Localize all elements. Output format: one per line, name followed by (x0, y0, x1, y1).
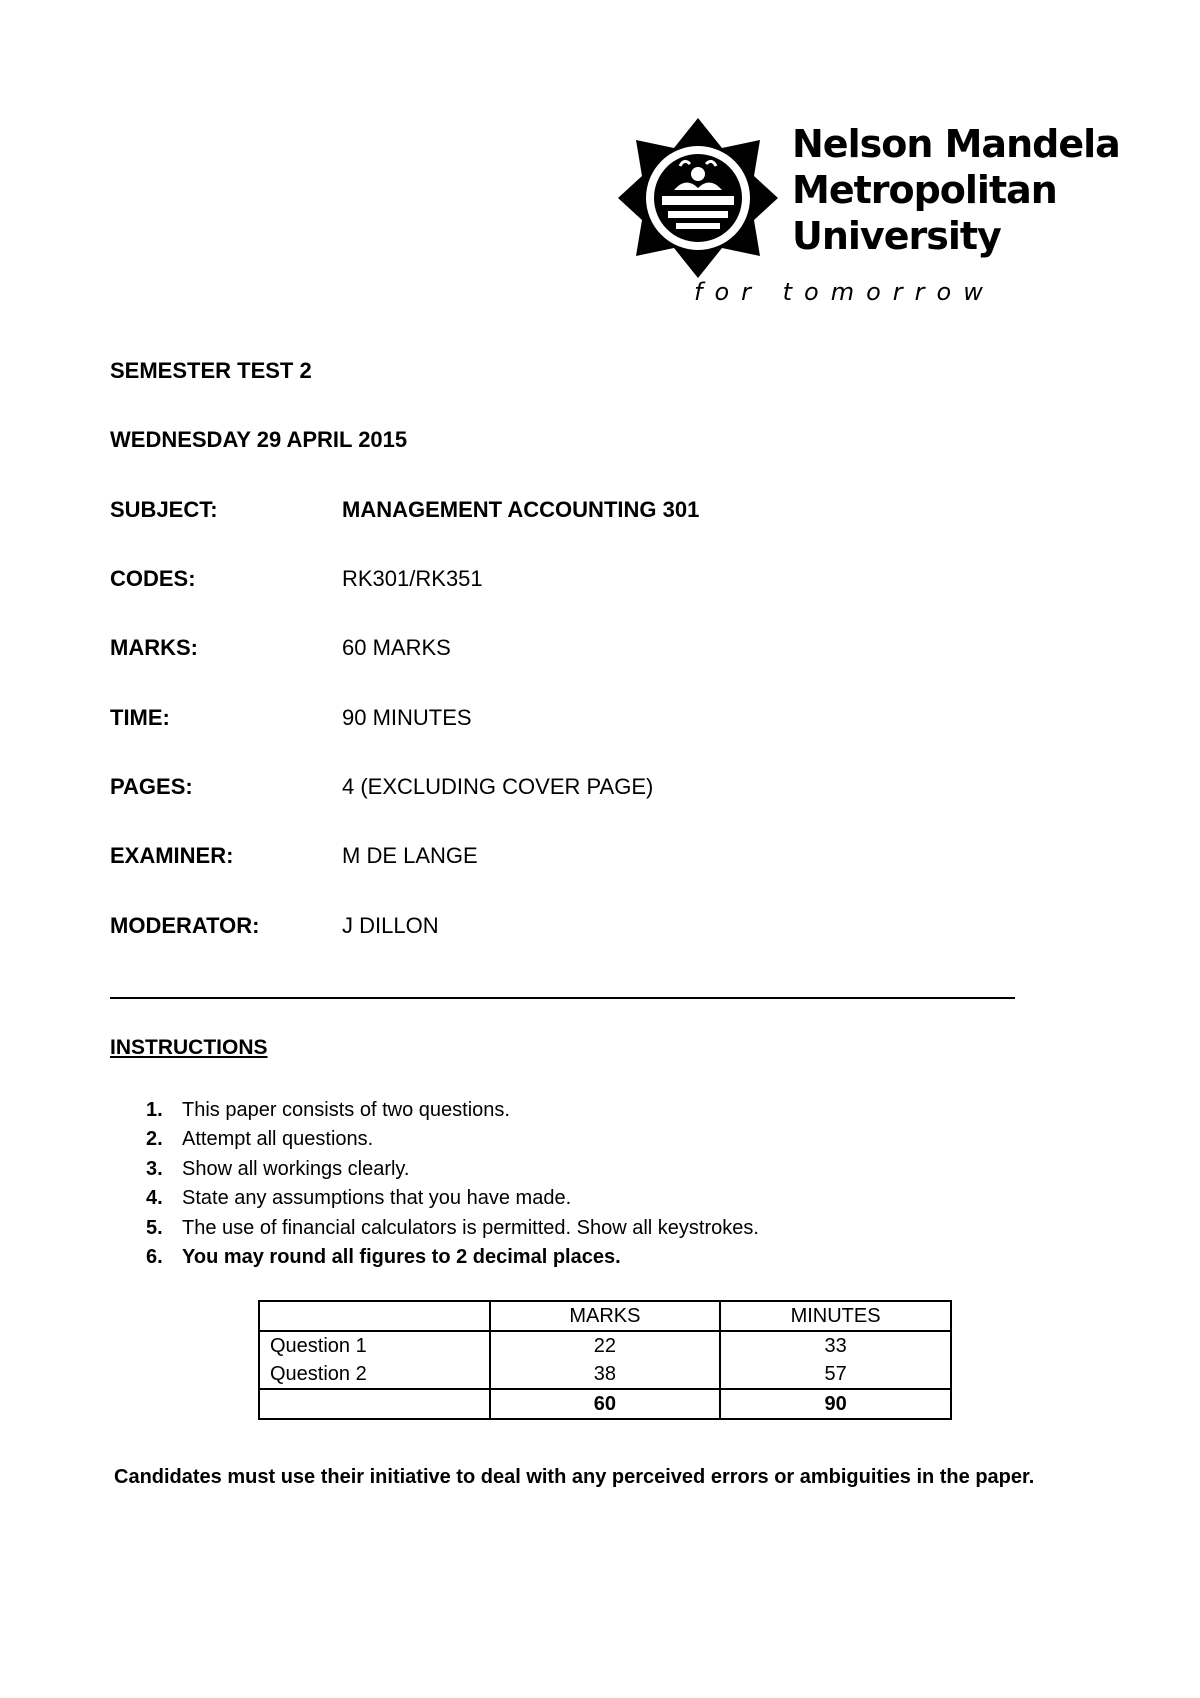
field-value: 60 MARKS (342, 635, 451, 660)
instructions-title: INSTRUCTIONS (110, 1036, 268, 1059)
test-date: WEDNESDAY 29 APRIL 2015 (110, 427, 408, 452)
list-text: State any assumptions that you have made. (182, 1187, 572, 1210)
test-name: SEMESTER TEST 2 (110, 358, 312, 383)
list-text: The use of financial calculators is permitted. Show all keystrokes. (182, 1216, 759, 1239)
section-divider (110, 997, 1015, 999)
list-item (146, 1184, 759, 1213)
logo-text-line-2: Metropolitan (792, 168, 1057, 212)
list-text: This paper consists of two questions. (182, 1099, 510, 1121)
list-item (146, 1243, 759, 1272)
table-row (259, 1331, 951, 1360)
field-label: SUBJECT: (110, 497, 218, 522)
field-value: 90 MINUTES (342, 705, 472, 730)
field-label: TIME: (110, 705, 170, 730)
table-cell: Question 2 (259, 1360, 490, 1389)
field-label: MODERATOR: (110, 913, 260, 938)
list-number: 5. (146, 1216, 163, 1239)
marks-table (258, 1300, 952, 1420)
field-label: CODES: (110, 566, 196, 591)
field-examiner (110, 843, 478, 869)
table-cell: 22 (490, 1331, 721, 1360)
footer-note: Candidates must use their initiative to deal with any perceived errors or ambiguities in the paper. (114, 1466, 1035, 1488)
table-cell: 38 (490, 1360, 721, 1389)
table-cell: 90 (720, 1389, 951, 1419)
field-label: PAGES: (110, 774, 193, 799)
university-logo (618, 118, 1120, 308)
logo-text-line-3: University (792, 214, 1001, 258)
list-item (146, 1214, 759, 1243)
logo-text-line-1: Nelson Mandela (792, 122, 1120, 166)
field-pages (110, 774, 653, 800)
field-value: MANAGEMENT ACCOUNTING 301 (342, 497, 700, 522)
table-header-row (259, 1301, 951, 1331)
field-value: RK301/RK351 (342, 566, 483, 591)
list-number: 1. (146, 1099, 163, 1121)
field-codes (110, 566, 483, 592)
list-item (146, 1125, 759, 1154)
list-text: Show all workings clearly. (182, 1157, 410, 1180)
field-label: EXAMINER: (110, 843, 234, 868)
table-cell: 60 (490, 1389, 721, 1419)
table-cell: 33 (720, 1331, 951, 1360)
table-row (259, 1360, 951, 1389)
field-marks (110, 635, 451, 661)
list-number: 6. (146, 1245, 163, 1268)
table-cell: Question 1 (259, 1331, 490, 1360)
list-number: 3. (146, 1157, 163, 1180)
instructions-list (146, 1096, 759, 1272)
university-emblem-icon (618, 118, 778, 278)
table-header-cell: MINUTES (720, 1301, 951, 1331)
table-total-row (259, 1389, 951, 1419)
list-number: 2. (146, 1128, 163, 1151)
list-number: 4. (146, 1187, 163, 1210)
field-label: MARKS: (110, 635, 198, 660)
logo-tagline: for tomorrow (694, 278, 995, 306)
list-item (146, 1155, 759, 1184)
table-cell: 57 (720, 1360, 951, 1389)
list-text: You may round all figures to 2 decimal places. (182, 1245, 621, 1268)
field-moderator (110, 913, 439, 939)
field-value: M DE LANGE (342, 843, 478, 868)
table-header-cell (259, 1301, 490, 1331)
list-text: Attempt all questions. (182, 1128, 374, 1151)
field-value: J DILLON (342, 913, 439, 938)
table-cell (259, 1389, 490, 1419)
table-header-cell: MARKS (490, 1301, 721, 1331)
list-item (146, 1096, 759, 1125)
field-subject (110, 497, 699, 523)
field-time (110, 705, 472, 731)
field-value: 4 (EXCLUDING COVER PAGE) (342, 774, 654, 799)
